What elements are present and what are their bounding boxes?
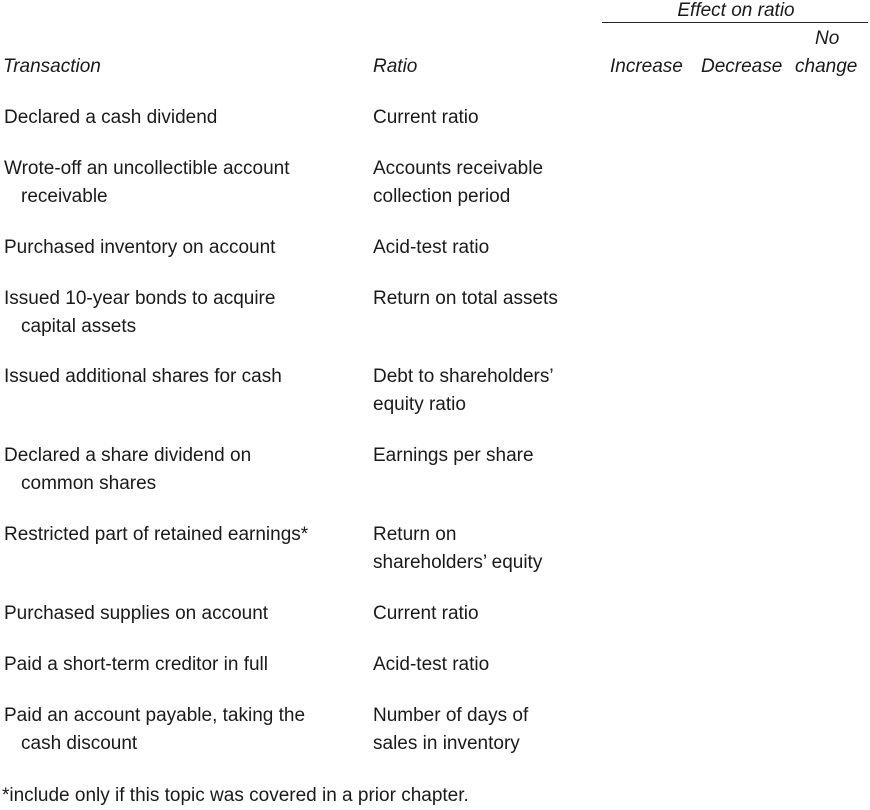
ratio-text: Debt to shareholders’ (373, 366, 554, 387)
ratio-cell (373, 234, 593, 262)
ratio-text: Return on total assets (373, 288, 558, 309)
ratio-cell (373, 600, 593, 628)
transaction-cell (4, 234, 354, 262)
ratio-cell (373, 702, 593, 758)
transaction-cell (4, 285, 354, 341)
no-change-heading-line2: change (795, 56, 858, 77)
decrease-column-heading: Decrease (701, 56, 783, 77)
ratio-column-heading: Ratio (373, 56, 418, 77)
transaction-cell (4, 363, 354, 391)
transaction-text: Issued additional shares for cash (4, 366, 282, 387)
transaction-text: Wrote-off an uncollectible account (4, 158, 290, 179)
transaction-text-continued: receivable (21, 186, 108, 207)
transaction-text-continued: capital assets (21, 316, 137, 337)
transaction-text: Declared a share dividend on (4, 445, 252, 466)
transaction-text: Paid a short-term creditor in full (4, 654, 268, 675)
transaction-cell (4, 651, 354, 679)
transaction-text: Paid an account payable, taking the (4, 705, 306, 726)
ratio-text: Acid-test ratio (373, 654, 490, 675)
ratio-cell (373, 155, 593, 211)
transaction-cell (4, 600, 354, 628)
transaction-cell (4, 442, 354, 498)
ratio-text-continued: shareholders’ equity (373, 552, 543, 573)
effect-on-ratio-heading: Effect on ratio (677, 0, 795, 21)
effect-heading-rule (602, 22, 868, 23)
footnote: *include only if this topic was covered in a prior chapter. (2, 785, 469, 806)
ratio-text: Current ratio (373, 603, 479, 624)
transaction-text: Purchased inventory on account (4, 237, 276, 258)
no-change-heading-line1: No (815, 28, 840, 49)
ratio-cell (373, 521, 593, 577)
transaction-text: Purchased supplies on account (4, 603, 269, 624)
transaction-text-continued: common shares (21, 473, 157, 494)
ratio-cell (373, 651, 593, 679)
ratio-cell (373, 285, 593, 313)
transaction-text: Restricted part of retained earnings* (4, 524, 309, 545)
transaction-cell (4, 521, 354, 549)
ratio-cell (373, 442, 593, 470)
ratio-text: Earnings per share (373, 445, 534, 466)
ratio-text-continued: collection period (373, 186, 511, 207)
ratio-text-continued: equity ratio (373, 394, 466, 415)
transaction-cell (4, 155, 354, 211)
ratio-text: Return on (373, 524, 457, 545)
ratio-text: Current ratio (373, 107, 479, 128)
ratio-text: Acid-test ratio (373, 237, 490, 258)
transaction-text-continued: cash discount (21, 733, 138, 754)
transaction-column-heading: Transaction (3, 56, 101, 77)
transaction-cell (4, 104, 354, 132)
increase-column-heading: Increase (610, 56, 683, 77)
ratio-text: Number of days of (373, 705, 529, 726)
ratio-text: Accounts receivable (373, 158, 544, 179)
ratio-cell (373, 104, 593, 132)
ratio-text-continued: sales in inventory (373, 733, 520, 754)
transaction-cell (4, 702, 354, 758)
ratio-cell (373, 363, 593, 419)
transaction-text: Declared a cash dividend (4, 107, 218, 128)
transaction-text: Issued 10-year bonds to acquire (4, 288, 276, 309)
